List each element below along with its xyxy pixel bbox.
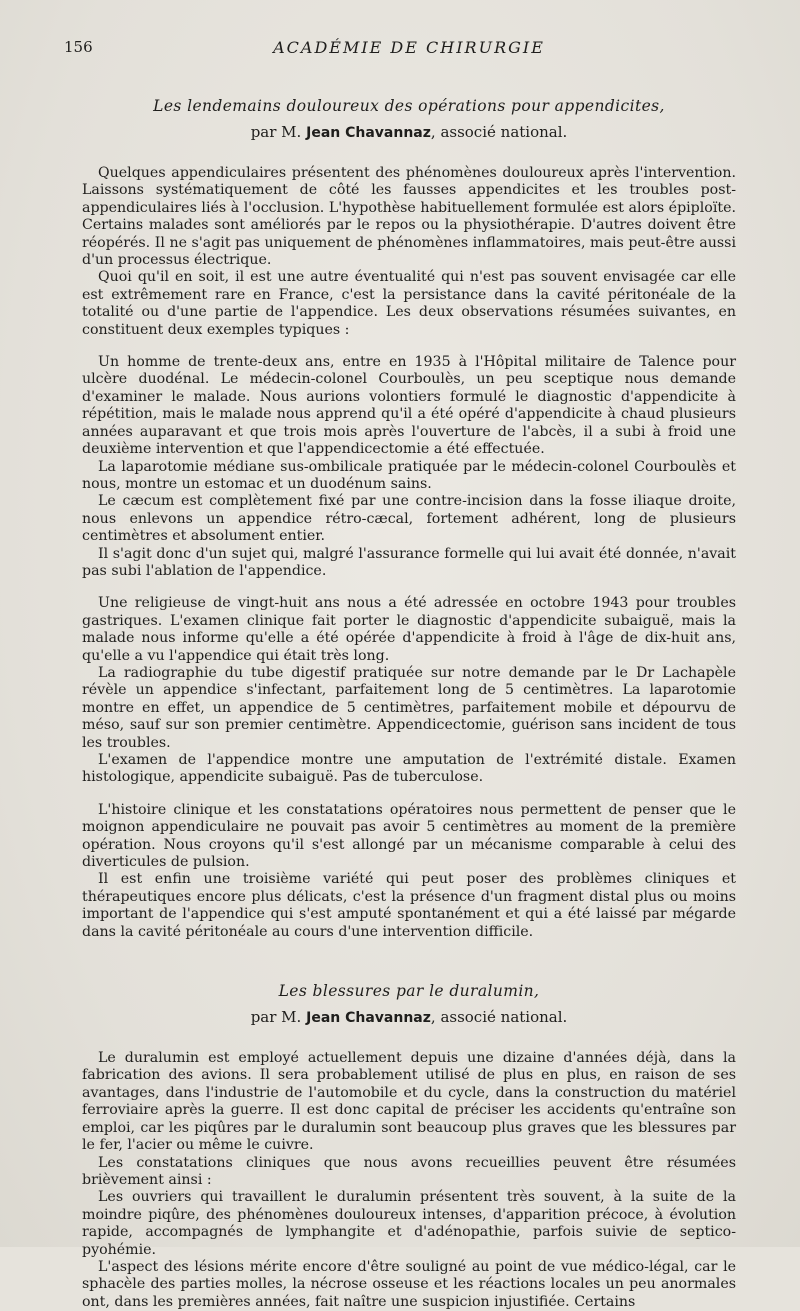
paragraph: Quelques appendiculaires présentent des phénomènes douloureux après l'intervention. Laissons systématiquement de côté les fausses appendicites et les troubles post-appendiculaires liés à l'occlusion. L'hypothèse habituellement formulée est alors épiploïte. Certains malades sont améliorés par le repos ou la physiothérapie. D'autres doivent être réopérés. Il ne s'agit pas uniquement de phénomènes inflammatoires, mais peut-être aussi d'un processus électrique. [82, 165, 736, 269]
author-name: Jean Chavannaz [306, 125, 431, 141]
article-title: Les lendemains douloureux des opérations pour appendicites, [153, 97, 665, 115]
author-name: Jean Chavannaz [306, 1010, 431, 1027]
running-head: ACADÉMIE DE CHIRURGIE [273, 38, 545, 57]
byline-suffix: , associé national. [430, 1008, 568, 1027]
paragraph: La laparotomie médiane sus-ombilicale pratiquée par le médecin-colonel Courboulès et nous, montre un estomac et un duodénum sains. [82, 458, 736, 492]
paragraph: Le duralumin est employé actuellement depuis une dizaine d'années déjà, dans la fabrication des avions. Il sera probablement utilisé de plus en plus, en raison de ses avantages, dans l'industrie de l'automobile et du cycle, dans la construction du matériel ferroviaire après la guerre. Il est donc capital de préciser les accidents qu'entraîne son emploi, car les piqûres par le duralumin sont beaucoup plus graves que les blessures par le fer, l'acier ou même le cuivre. [82, 1050, 736, 1154]
paragraph: Quoi qu'il en soit, il est une autre éventualité qui n'est pas souvent envisagée car elle est extrêmement rare en France, c'est la persistance dans la cavité péritonéale de la totalité ou d'une partie de l'appendice. Les deux observations résumées suivantes, en constituent deux exemples typiques : [82, 269, 736, 338]
paragraph: Un homme de trente-deux ans, entre en 1935 à l'Hôpital militaire de Talence pour ulcère duodénal. Le médecin-colonel Courboulès, un peu sceptique nous demande d'examiner le malade. Nous aurions volontiers formulé le diagnostic d'appendicite à répétition, mais le malade nous apprend qu'il a été opéré d'appendicite à chaud plusieurs années auparavant et que trois mois après l'ouverture de l'abcès, il a subi à froid une deuxième intervention et que l'appendicectomie a été effectuée. [82, 354, 736, 458]
paragraph: L'examen de l'appendice montre une amputation de l'extrémité distale. Examen histologique, appendicite subaiguë. Pas de tuberculose. [82, 752, 736, 786]
article-title: Les blessures par le duralumin, [278, 982, 540, 1001]
byline-prefix: par M. [250, 123, 302, 141]
article-appendicites [82, 96, 736, 941]
paragraph: Il s'agit donc d'un sujet qui, malgré l'assurance formelle qui lui avait été donnée, n'avait pas subi l'ablation de l'appendice. [82, 545, 736, 579]
paragraph: Les constatations cliniques que nous avons recueillies peuvent être résumées brièvement ainsi : [82, 1154, 736, 1188]
paragraph: La radiographie du tube digestif pratiquée sur notre demande par le Dr Lachapèle révèle un appendice s'infectant, parfaitement long de 5 centimètres. La laparotomie montre en effet, un appendice de 5 centimètres, parfaitement mobile et dépourvu de méso, sauf sur son premier centimètre. Appendicectomie, guérison sans incident de tous les troubles. [82, 664, 736, 751]
byline-prefix: par M. [250, 1008, 302, 1027]
byline [82, 122, 736, 143]
byline [82, 1007, 736, 1028]
paragraph: Les ouvriers qui travaillent le duralumin présentent très souvent, à la suite de la moindre piqûre, des phénomènes douloureux intenses, d'apparition précoce, à évolution rapide, accompagnés de lymphangite et d'adénopathie, parfois suivie de septico-pyohémie. [82, 1189, 736, 1258]
paragraph: Une religieuse de vingt-huit ans nous a été adressée en octobre 1943 pour troubles gastriques. L'examen clinique fait porter le diagnostic d'appendicite subaiguë, mais la malade nous informe qu'elle a été opérée d'appendicite à froid à l'âge de dix-huit ans, qu'elle a vu l'appendice qui était très long. [82, 595, 736, 664]
paragraph: Il est enfin une troisième variété qui peut poser des problèmes cliniques et thérapeutiques encore plus délicats, c'est la présence d'un fragment distal plus ou moins important de l'appendice qui s'est amputé spontanément et qui a été laissé par mégarde dans la cavité péritonéale au cours d'une intervention difficile. [82, 871, 736, 940]
paragraph: L'aspect des lésions mérite encore d'être souligné au point de vue médico-légal, car le sphacèle des parties molles, la nécrose osseuse et les réactions locales un peu anormales ont, dans les premières années, fait naître une suspicion injustifiée. Certains [82, 1258, 736, 1310]
article-duralumin [82, 981, 736, 1311]
paragraph: Le cæcum est complètement fixé par une contre-incision dans la fosse iliaque droite, nous enlevons un appendice rétro-cæcal, fortement adhérent, long de plusieurs centimètres et absolument entier. [82, 493, 736, 545]
page-header [64, 0, 736, 64]
page-number: 156 [64, 38, 93, 56]
byline-suffix: , associé national. [430, 123, 568, 141]
paragraph: L'histoire clinique et les constatations opératoires nous permettent de penser que le moignon appendiculaire ne pouvait pas avoir 5 centimètres au moment de la première opération. Nous croyons qu'il s'est allongé par un mécanisme comparable à celui des diverticules de pulsion. [82, 801, 736, 871]
